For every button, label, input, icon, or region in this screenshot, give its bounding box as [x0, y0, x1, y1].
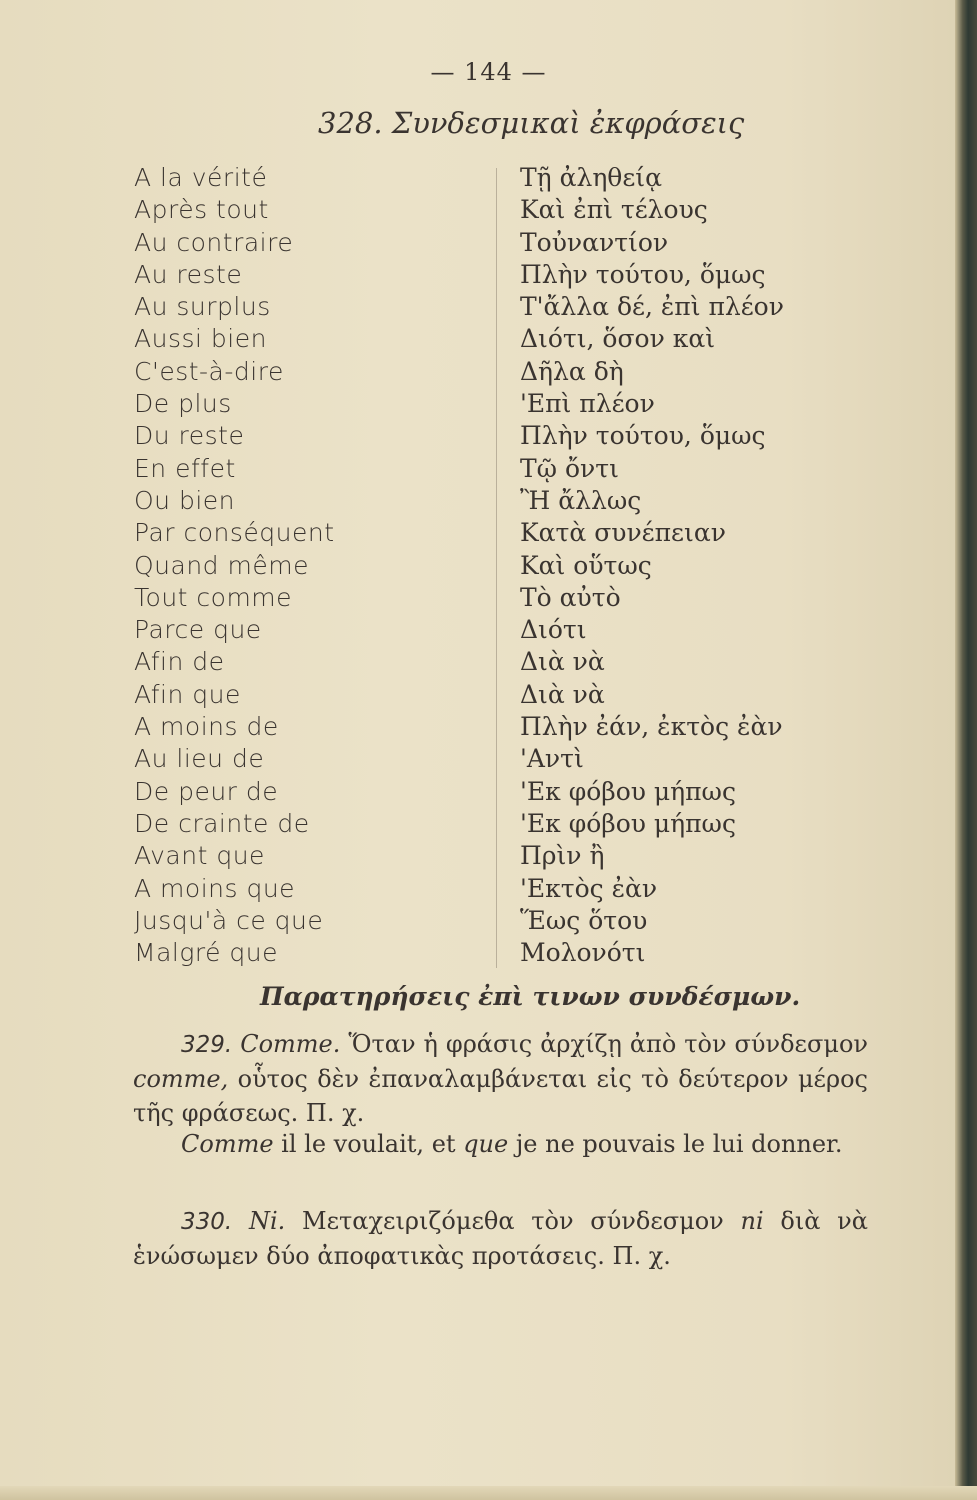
greek-phrase-row: Καὶ ἐπὶ τέλους [520, 195, 708, 225]
paragraph-329 [133, 1027, 868, 1130]
french-phrase-row: Quand même [134, 550, 309, 580]
french-phrase-row: Parce que [134, 615, 262, 645]
greek-phrase-row: Τὸ αὐτὸ [520, 582, 621, 612]
example-text-a: il le voulait, et [281, 1130, 456, 1158]
greek-phrase-row: 'Εκ φόβου μήπως [520, 808, 736, 838]
french-phrase-row: De plus [134, 389, 232, 419]
greek-phrase-row: 'Αντὶ [520, 744, 584, 774]
paragraph-330-text-a: Μεταχειριζόμεθα τὸν σύνδεσμον [302, 1207, 724, 1235]
french-phrase-row: Au reste [134, 259, 243, 289]
greek-phrase-row: Πρὶν ἢ [520, 841, 605, 871]
greek-phrase-row: Τῇ ἀληθείᾳ [520, 163, 662, 192]
greek-phrase-row: Τοὐναντίον [520, 227, 669, 257]
paragraph-330-term-inline: ni [740, 1207, 764, 1235]
paragraph-329-term: Comme. [240, 1030, 341, 1058]
greek-phrase-row: Ἢ ἄλλως [520, 485, 642, 515]
french-phrase-row: De crainte de [134, 808, 310, 838]
french-phrase-row: Afin de [134, 647, 225, 677]
french-phrase-row: A la vérité [134, 163, 268, 192]
french-phrase-row: A moins que [134, 873, 296, 903]
french-phrase-row: Avant que [134, 841, 265, 871]
french-phrase-row: C'est-à-dire [134, 356, 284, 386]
greek-phrase-column [520, 162, 850, 969]
section-number: 328. [318, 106, 383, 140]
greek-phrase-row: Τῷ ὄντι [520, 453, 619, 483]
french-phrase-row: A moins de [134, 712, 279, 742]
example-term: Comme [181, 1130, 274, 1158]
page-number: — 144 — [430, 58, 547, 86]
paragraph-329-number: 329. [181, 1032, 233, 1058]
paragraph-329-term-inline: comme, [133, 1065, 229, 1093]
french-phrase-row: En effet [134, 453, 236, 483]
french-phrase-row: Aussi bien [134, 324, 267, 354]
notes-heading: Παρατηρήσεις ἐπὶ τινων συνδέσμων. [260, 982, 801, 1011]
french-phrase-row: Ou bien [134, 485, 236, 515]
greek-phrase-row: Καὶ οὕτως [520, 550, 652, 580]
greek-phrase-row: Διότι [520, 615, 587, 645]
greek-phrase-row: Διὰ νὰ [520, 647, 605, 677]
page-bottom-edge [0, 1486, 977, 1500]
paragraph-329-example [133, 1127, 868, 1161]
french-phrase-row: Après tout [134, 195, 269, 225]
french-phrase-row: De peur de [134, 776, 279, 806]
greek-phrase-row: Μολονότι [520, 938, 646, 968]
french-phrase-row: Au contraire [134, 227, 294, 257]
french-phrase-row: Afin que [134, 679, 241, 709]
greek-phrase-row: Κατὰ συνέπειαν [520, 518, 726, 548]
paragraph-330-term: Ni. [248, 1207, 286, 1235]
paragraph-330-text-b: διὰ νὰ ἑνώσωμεν δύο ἀποφατικὰς προτάσεις. Π. χ. [133, 1207, 868, 1270]
greek-phrase-row: 'Εκ φόβου μήπως [520, 776, 736, 806]
greek-phrase-row: Δῆλα δὴ [520, 356, 624, 386]
greek-phrase-row: Διὰ νὰ [520, 679, 605, 709]
paragraph-329-text-b: οὗτος δὲν ἐπαναλαμβάνεται εἰς τὸ δεύτερον μέρος τῆς φράσεως. Π. χ. [133, 1065, 868, 1127]
greek-phrase-row: Τ'ἄλλα δέ, ἐπὶ πλέον [520, 292, 784, 322]
greek-phrase-row: Πλὴν ἐάν, ἐκτὸς ἐὰν [520, 712, 783, 742]
section-title [318, 106, 744, 140]
paragraph-330 [133, 1204, 868, 1273]
french-phrase-row: Au surplus [134, 292, 271, 322]
example-term-que: que [463, 1130, 509, 1158]
greek-phrase-row: 'Εκτὸς ἐὰν [520, 873, 658, 903]
french-phrase-row: Au lieu de [134, 744, 265, 774]
page-binding-edge [955, 0, 977, 1500]
french-phrase-row: Du reste [134, 421, 245, 451]
section-heading: Συνδεσμικαὶ ἐκφράσεις [391, 106, 745, 140]
french-phrase-row: Malgré que [134, 938, 278, 968]
french-phrase-row: Jusqu'à ce que [134, 905, 324, 935]
greek-phrase-row: Πλὴν τούτου, ὅμως [520, 259, 766, 289]
example-text-b: je ne pouvais le lui donner. [515, 1130, 843, 1158]
column-divider [496, 168, 497, 968]
french-phrase-row: Tout comme [134, 582, 293, 612]
greek-phrase-row: 'Επὶ πλέον [520, 389, 655, 419]
paragraph-330-number: 330. [181, 1209, 233, 1235]
french-phrase-column [134, 162, 479, 969]
greek-phrase-row: Διότι, ὅσον καὶ [520, 324, 716, 354]
greek-phrase-row: Ἕως ὅτου [520, 905, 648, 935]
french-phrase-row: Par conséquent [134, 518, 335, 548]
greek-phrase-row: Πλὴν τούτου, ὅμως [520, 421, 766, 451]
paragraph-329-text-a: Ὅταν ἡ φράσις ἀρχίζῃ ἀπὸ τὸν σύνδεσμον [348, 1030, 868, 1058]
